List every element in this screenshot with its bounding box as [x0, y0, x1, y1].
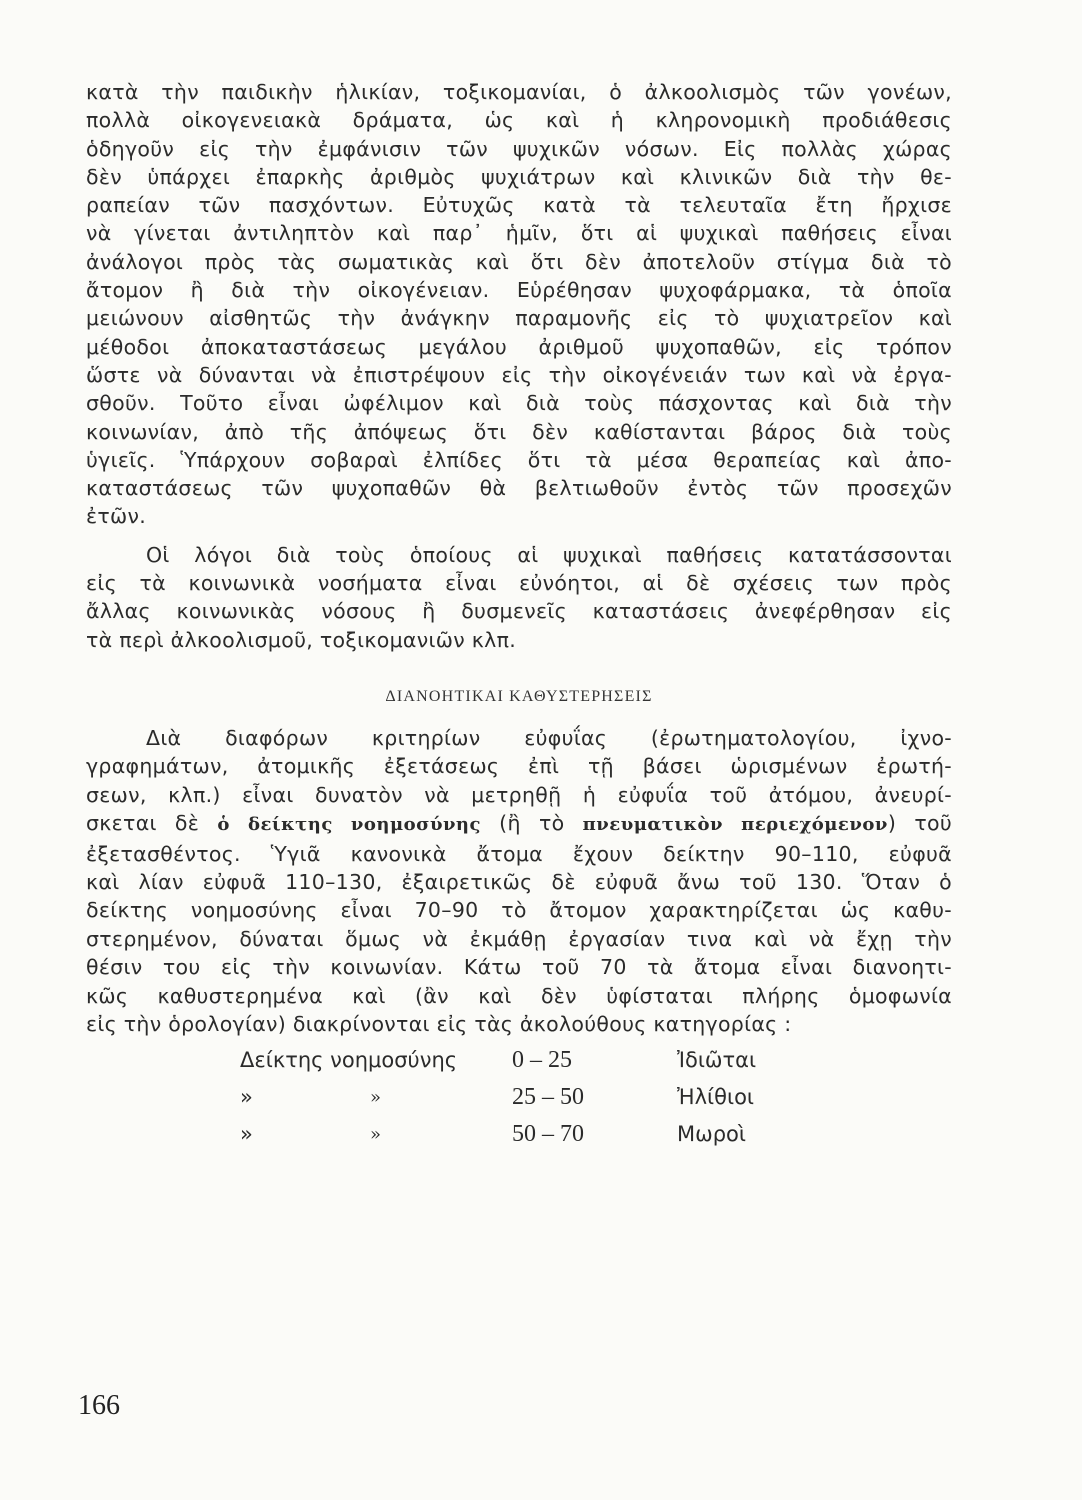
page-number: 166 — [78, 1390, 120, 1421]
paragraph-1 — [86, 78, 952, 531]
text-line: καὶ λίαν εὐφυᾶ 110–130, ἐξαιρετικῶς δὲ εὐφυᾶ ἄνω τοῦ 130. Ὅταν ὁ — [86, 869, 952, 894]
category-name: Ἠλίθιοι — [677, 1085, 755, 1110]
text-line: τὰ περὶ ἀλκοολισμοῦ, τοξικομανιῶν κλπ. — [86, 627, 517, 652]
text-line: Οἱ λόγοι διὰ τοὺς ὁποίους αἱ ψυχικαὶ παθήσεις κατατάσσονται — [146, 542, 952, 567]
text-line: ἐτῶν. — [86, 504, 147, 529]
text-line: ραπείαν τῶν πασχόντων. Εὐτυχῶς κατὰ τὰ τελευταῖα ἔτη ἤρχισε — [86, 193, 952, 218]
text-span: ) τοῦ — [887, 811, 952, 836]
text-line: ὑγιεῖς. Ὑπάρχουν σοβαραὶ ἐλπίδες ὅτι τὰ μέσα θεραπείας καὶ ἀπο- — [86, 447, 952, 472]
row-label: Δείκτης νοημοσύνης — [240, 1048, 458, 1073]
paragraph-2 — [86, 541, 952, 654]
ditto-mark: » — [370, 1087, 382, 1109]
paragraph-3 — [86, 724, 952, 1038]
text-line: μειώνουν αἰσθητῶς τὴν ἀνάγκην παραμονῆς εἰς τὸ ψυχιατρεῖον καὶ — [86, 306, 952, 331]
table-row — [240, 1079, 952, 1116]
text-line: ἐξετασθέντος. Ὑγιᾶ κανονικὰ ἄτομα ἔχουν δείκτην 90–110, εὐφυᾶ — [86, 841, 952, 866]
text-line: κῶς καθυστερημένα καὶ (ἂν καὶ δὲν ὑφίσταται πλήρης ὁμοφωνία — [86, 983, 952, 1008]
table-row — [240, 1116, 952, 1153]
text-line: δείκτης νοημοσύνης εἶναι 70–90 τὸ ἄτομον χαρακτηρίζεται ὡς καθυ- — [86, 898, 952, 923]
classification-table — [240, 1042, 952, 1153]
bold-term: ὁ δείκτης νοημοσύνης — [217, 814, 481, 836]
bold-term: πνευματικὸν περιεχόμενον — [582, 814, 888, 836]
text-line: καταστάσεως τῶν ψυχοπαθῶν θὰ βελτιωθοῦν ἐντὸς τῶν προσεχῶν — [86, 476, 952, 501]
text-span: σκεται δὲ — [86, 811, 218, 836]
ditto-mark: » — [240, 1122, 253, 1147]
text-line: ἄτομον ἢ διὰ τὴν οἰκογένειαν. Εὑρέθησαν ψυχοφάρμακα, τὰ ὁποῖα — [86, 278, 952, 303]
text-line: εἰς τὴν ὁρολογίαν) διακρίνονται εἰς τὰς ἀκολούθους κατηγορίας : — [86, 1012, 792, 1036]
text-line: μέθοδοι ἀποκαταστάσεως μεγάλου ἀριθμοῦ ψυχοπαθῶν, εἰς τρόπον — [86, 334, 952, 359]
text-line: γραφημάτων, ἀτομικῆς ἐξετάσεως ἐπὶ τῇ βάσει ὡρισμένων ἐρωτή- — [86, 754, 952, 779]
text-line: κατὰ τὴν παιδικὴν ἡλικίαν, τοξικομανίαι, ὁ ἀλκοολισμὸς τῶν γονέων, — [86, 80, 952, 104]
text-line: στερημένον, δύναται ὅμως νὰ ἐκμάθῃ ἐργασίαν τινα καὶ νὰ ἔχῃ τὴν — [86, 926, 952, 951]
text-line: σθοῦν. Τοῦτο εἶναι ὠφέλιμον καὶ διὰ τοὺς πάσχοντας καὶ διὰ τὴν — [86, 391, 952, 416]
text-line: σεων, κλπ.) εἶναι δυνατὸν νὰ μετρηθῇ ἡ εὐφυΐα τοῦ ἀτόμου, ἀνευρί- — [86, 782, 952, 807]
text-line: ἄλλας κοινωνικὰς νόσους ἢ δυσμενεῖς καταστάσεις ἀνεφέρθησαν εἰς — [86, 599, 952, 624]
text-line: ὥστε νὰ δύνανται νὰ ἐπιστρέψουν εἰς τὴν οἰκογένειάν των καὶ νὰ ἐργα- — [86, 362, 952, 387]
text-line: πολλὰ οἰκογενειακὰ δράματα, ὡς καὶ ἡ κληρονομικὴ προδιάθεσις — [86, 108, 952, 133]
text-line: κοινωνίαν, ἀπὸ τῆς ἀπόψεως ὅτι δὲν καθίστανται βάρος διὰ τοὺς — [86, 419, 952, 444]
category-name: Μωροὶ — [677, 1122, 746, 1147]
text-line: εἰς τὰ κοινωνικὰ νοσήματα εἶναι εὐνόητοι, αἱ δὲ σχέσεις των πρὸς — [86, 571, 952, 596]
ditto-mark: » — [370, 1124, 382, 1146]
text-line: θέσιν του εἰς τὴν κοινωνίαν. Κάτω τοῦ 70 τὰ ἄτομα εἶναι διανοητι- — [86, 955, 952, 980]
text-line: νὰ γίνεται ἀντιληπτὸν καὶ παρ᾽ ἡμῖν, ὅτι αἱ ψυχικαὶ παθήσεις εἶναι — [86, 221, 952, 246]
text-line: ἀνάλογοι πρὸς τὰς σωματικὰς καὶ ὅτι δὲν ἀποτελοῦν στίγμα διὰ τὸ — [86, 249, 952, 274]
iq-range: 25 – 50 — [512, 1084, 584, 1111]
text-line: ὁδηγοῦν εἰς τὴν ἐμφάνισιν τῶν ψυχικῶν νόσων. Εἰς πολλὰς χώρας — [86, 136, 952, 161]
category-name: Ἰδιῶται — [677, 1048, 757, 1073]
body-text — [86, 78, 952, 1153]
text-span: (ἢ τὸ — [480, 811, 583, 836]
iq-range: 0 – 25 — [512, 1047, 572, 1074]
iq-range: 50 – 70 — [512, 1121, 584, 1148]
section-heading: ΔΙΑΝΟΗΤΙΚΑΙ ΚΑΘΥΣΤΕΡΗΣΕΙΣ — [385, 687, 653, 705]
text-line-mixed — [86, 809, 952, 839]
text-line: δὲν ὑπάρχει ἐπαρκὴς ἀριθμὸς ψυχιάτρων καὶ κλινικῶν διὰ τὴν θε- — [86, 164, 952, 189]
text-line: Διὰ διαφόρων κριτηρίων εὐφυΐας (ἐρωτηματολογίου, ἰχνο- — [146, 725, 952, 750]
ditto-mark: » — [240, 1085, 253, 1110]
table-row — [240, 1042, 952, 1079]
